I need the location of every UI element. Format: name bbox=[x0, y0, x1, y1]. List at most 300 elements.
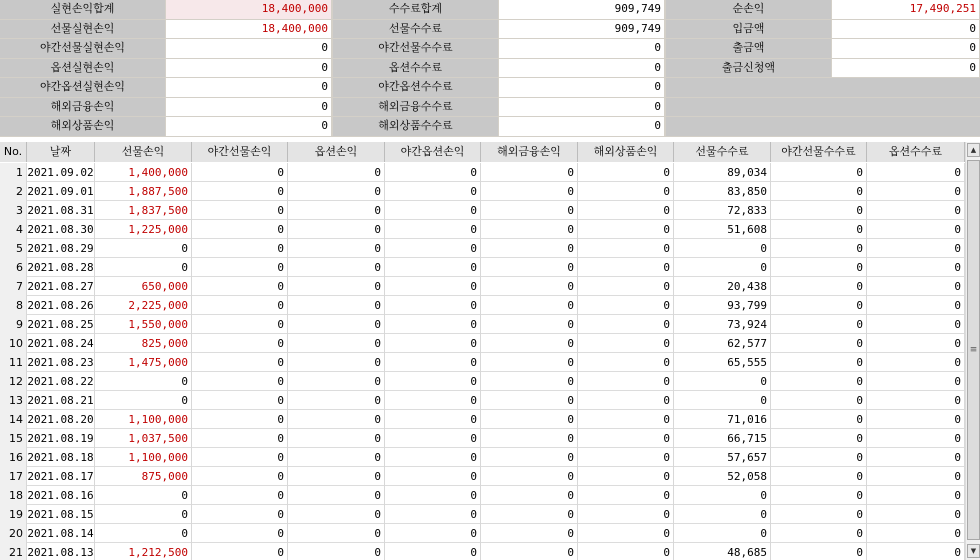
amount-cell: 0 bbox=[288, 258, 385, 277]
amount-cell: 0 bbox=[578, 163, 674, 182]
row-number-cell: 16 bbox=[0, 448, 27, 467]
table-row[interactable] bbox=[0, 429, 965, 448]
table-row[interactable] bbox=[0, 524, 965, 543]
row-number-cell: 1 bbox=[0, 163, 27, 182]
date-cell: 2021.08.22 bbox=[27, 372, 95, 391]
amount-cell: 0 bbox=[674, 505, 771, 524]
amount-cell: 0 bbox=[578, 277, 674, 296]
row-number-cell: 13 bbox=[0, 391, 27, 410]
amount-cell: 0 bbox=[192, 391, 288, 410]
amount-cell: 0 bbox=[385, 410, 481, 429]
amount-cell: 0 bbox=[192, 182, 288, 201]
table-row[interactable] bbox=[0, 391, 965, 410]
amount-cell: 0 bbox=[288, 410, 385, 429]
amount-cell: 51,608 bbox=[674, 220, 771, 239]
column-header[interactable]: 야간선물손익 bbox=[192, 142, 288, 162]
table-row[interactable] bbox=[0, 277, 965, 296]
amount-cell: 0 bbox=[578, 467, 674, 486]
table-row[interactable] bbox=[0, 372, 965, 391]
amount-cell: 0 bbox=[95, 391, 192, 410]
amount-cell: 0 bbox=[288, 448, 385, 467]
amount-cell: 1,100,000 bbox=[95, 448, 192, 467]
amount-cell: 0 bbox=[578, 334, 674, 353]
amount-cell: 0 bbox=[481, 315, 578, 334]
amount-cell: 0 bbox=[192, 505, 288, 524]
amount-cell: 0 bbox=[192, 315, 288, 334]
summary-label: 선물실현손익 bbox=[0, 20, 165, 39]
scroll-thumb[interactable] bbox=[967, 160, 980, 540]
amount-cell: 0 bbox=[192, 220, 288, 239]
summary-row bbox=[0, 98, 980, 118]
amount-cell: 0 bbox=[481, 391, 578, 410]
amount-cell: 0 bbox=[288, 486, 385, 505]
summary-empty-cell bbox=[666, 117, 980, 136]
scroll-up-button[interactable] bbox=[967, 143, 980, 157]
amount-cell: 0 bbox=[288, 543, 385, 560]
column-header[interactable]: 날짜 bbox=[27, 142, 95, 162]
amount-cell: 0 bbox=[385, 391, 481, 410]
table-row[interactable] bbox=[0, 182, 965, 201]
amount-cell: 0 bbox=[481, 277, 578, 296]
grid-header-row bbox=[0, 142, 965, 162]
amount-cell: 0 bbox=[481, 163, 578, 182]
date-cell: 2021.08.31 bbox=[27, 201, 95, 220]
amount-cell: 0 bbox=[192, 163, 288, 182]
amount-cell: 1,400,000 bbox=[95, 163, 192, 182]
amount-cell: 0 bbox=[192, 410, 288, 429]
summary-value: 0 bbox=[166, 117, 331, 136]
row-number-cell: 12 bbox=[0, 372, 27, 391]
amount-cell: 0 bbox=[288, 524, 385, 543]
date-cell: 2021.08.23 bbox=[27, 353, 95, 372]
amount-cell: 0 bbox=[481, 410, 578, 429]
amount-cell: 0 bbox=[867, 486, 965, 505]
amount-cell: 52,058 bbox=[674, 467, 771, 486]
row-number-cell: 10 bbox=[0, 334, 27, 353]
amount-cell: 0 bbox=[771, 448, 867, 467]
date-cell: 2021.08.16 bbox=[27, 486, 95, 505]
scroll-down-button[interactable] bbox=[967, 544, 980, 558]
amount-cell: 0 bbox=[674, 391, 771, 410]
summary-label: 출금신청액 bbox=[666, 59, 831, 78]
amount-cell: 57,657 bbox=[674, 448, 771, 467]
table-row[interactable] bbox=[0, 467, 965, 486]
summary-row bbox=[0, 78, 980, 98]
summary-label: 야간선물수수료 bbox=[333, 39, 498, 58]
amount-cell: 0 bbox=[867, 410, 965, 429]
summary-label: 옵션수수료 bbox=[333, 59, 498, 78]
summary-row bbox=[0, 59, 980, 79]
amount-cell: 0 bbox=[867, 353, 965, 372]
amount-cell: 0 bbox=[867, 391, 965, 410]
amount-cell: 0 bbox=[385, 182, 481, 201]
row-number-cell: 4 bbox=[0, 220, 27, 239]
date-cell: 2021.08.17 bbox=[27, 467, 95, 486]
amount-cell: 0 bbox=[771, 296, 867, 315]
column-header[interactable]: No. bbox=[0, 142, 27, 162]
triangle-down-icon: ▼ bbox=[970, 547, 977, 555]
row-number-cell: 9 bbox=[0, 315, 27, 334]
summary-empty-cell bbox=[666, 78, 980, 97]
vertical-scrollbar[interactable] bbox=[965, 142, 980, 560]
amount-cell: 0 bbox=[771, 505, 867, 524]
amount-cell: 0 bbox=[578, 524, 674, 543]
amount-cell: 0 bbox=[674, 239, 771, 258]
table-row[interactable] bbox=[0, 220, 965, 239]
table-row[interactable] bbox=[0, 163, 965, 182]
row-number-cell: 8 bbox=[0, 296, 27, 315]
row-number-cell: 18 bbox=[0, 486, 27, 505]
amount-cell: 0 bbox=[385, 277, 481, 296]
amount-cell: 0 bbox=[674, 524, 771, 543]
summary-row bbox=[0, 117, 980, 137]
amount-cell: 0 bbox=[385, 315, 481, 334]
table-row[interactable] bbox=[0, 353, 965, 372]
amount-cell: 0 bbox=[385, 486, 481, 505]
summary-label: 해외상품수수료 bbox=[333, 117, 498, 136]
amount-cell: 0 bbox=[192, 277, 288, 296]
amount-cell: 0 bbox=[674, 258, 771, 277]
amount-cell: 0 bbox=[385, 163, 481, 182]
row-number-cell: 20 bbox=[0, 524, 27, 543]
amount-cell: 0 bbox=[578, 391, 674, 410]
amount-cell: 0 bbox=[385, 543, 481, 560]
date-cell: 2021.08.27 bbox=[27, 277, 95, 296]
amount-cell: 0 bbox=[192, 429, 288, 448]
date-cell: 2021.09.02 bbox=[27, 163, 95, 182]
grip-lines-icon: ≡ bbox=[969, 345, 978, 355]
amount-cell: 93,799 bbox=[674, 296, 771, 315]
table-row[interactable] bbox=[0, 239, 965, 258]
amount-cell: 83,850 bbox=[674, 182, 771, 201]
amount-cell: 0 bbox=[385, 524, 481, 543]
row-number-cell: 19 bbox=[0, 505, 27, 524]
column-header[interactable]: 해외금융손익 bbox=[481, 142, 578, 162]
table-row[interactable] bbox=[0, 448, 965, 467]
amount-cell: 0 bbox=[674, 372, 771, 391]
summary-label: 실현손익합계 bbox=[0, 0, 165, 19]
summary-value: 909,749 bbox=[499, 20, 664, 39]
row-number-cell: 2 bbox=[0, 182, 27, 201]
amount-cell: 0 bbox=[481, 334, 578, 353]
summary-value: 0 bbox=[166, 39, 331, 58]
amount-cell: 0 bbox=[481, 258, 578, 277]
row-number-cell: 3 bbox=[0, 201, 27, 220]
amount-cell: 0 bbox=[867, 524, 965, 543]
amount-cell: 0 bbox=[385, 334, 481, 353]
column-header[interactable]: 옵션수수료 bbox=[867, 142, 965, 162]
date-cell: 2021.08.13 bbox=[27, 543, 95, 560]
amount-cell: 2,225,000 bbox=[95, 296, 192, 315]
amount-cell: 0 bbox=[867, 543, 965, 560]
amount-cell: 0 bbox=[771, 410, 867, 429]
date-cell: 2021.08.30 bbox=[27, 220, 95, 239]
summary-label: 출금액 bbox=[666, 39, 831, 58]
amount-cell: 0 bbox=[867, 429, 965, 448]
amount-cell: 875,000 bbox=[95, 467, 192, 486]
amount-cell: 0 bbox=[867, 220, 965, 239]
amount-cell: 0 bbox=[288, 296, 385, 315]
date-cell: 2021.08.19 bbox=[27, 429, 95, 448]
amount-cell: 0 bbox=[192, 353, 288, 372]
amount-cell: 0 bbox=[385, 258, 481, 277]
amount-cell: 0 bbox=[385, 220, 481, 239]
daily-pnl-grid bbox=[0, 142, 965, 560]
amount-cell: 71,016 bbox=[674, 410, 771, 429]
date-cell: 2021.08.25 bbox=[27, 315, 95, 334]
row-number-cell: 5 bbox=[0, 239, 27, 258]
amount-cell: 1,100,000 bbox=[95, 410, 192, 429]
amount-cell: 0 bbox=[288, 239, 385, 258]
amount-cell: 0 bbox=[578, 239, 674, 258]
amount-cell: 0 bbox=[481, 220, 578, 239]
amount-cell: 0 bbox=[771, 524, 867, 543]
summary-value: 0 bbox=[499, 78, 664, 97]
amount-cell: 0 bbox=[674, 486, 771, 505]
amount-cell: 0 bbox=[771, 372, 867, 391]
amount-cell: 62,577 bbox=[674, 334, 771, 353]
amount-cell: 0 bbox=[578, 315, 674, 334]
amount-cell: 0 bbox=[192, 543, 288, 560]
amount-cell: 0 bbox=[288, 182, 385, 201]
date-cell: 2021.08.18 bbox=[27, 448, 95, 467]
column-header[interactable]: 야간옵션손익 bbox=[385, 142, 481, 162]
amount-cell: 0 bbox=[288, 220, 385, 239]
amount-cell: 0 bbox=[771, 220, 867, 239]
amount-cell: 0 bbox=[385, 467, 481, 486]
amount-cell: 0 bbox=[385, 353, 481, 372]
summary-label: 해외상품손익 bbox=[0, 117, 165, 136]
amount-cell: 0 bbox=[481, 524, 578, 543]
date-cell: 2021.08.28 bbox=[27, 258, 95, 277]
amount-cell: 0 bbox=[867, 372, 965, 391]
summary-value: 0 bbox=[499, 98, 664, 117]
amount-cell: 0 bbox=[867, 334, 965, 353]
amount-cell: 0 bbox=[192, 296, 288, 315]
amount-cell: 0 bbox=[481, 467, 578, 486]
summary-label: 야간옵션수수료 bbox=[333, 78, 498, 97]
summary-label: 해외금융손익 bbox=[0, 98, 165, 117]
amount-cell: 0 bbox=[867, 258, 965, 277]
amount-cell: 0 bbox=[192, 524, 288, 543]
amount-cell: 0 bbox=[867, 467, 965, 486]
amount-cell: 0 bbox=[288, 334, 385, 353]
amount-cell: 0 bbox=[288, 315, 385, 334]
amount-cell: 0 bbox=[288, 277, 385, 296]
amount-cell: 0 bbox=[481, 353, 578, 372]
amount-cell: 0 bbox=[578, 486, 674, 505]
amount-cell: 0 bbox=[578, 220, 674, 239]
row-number-cell: 17 bbox=[0, 467, 27, 486]
amount-cell: 0 bbox=[771, 182, 867, 201]
table-row[interactable] bbox=[0, 505, 965, 524]
amount-cell: 0 bbox=[192, 448, 288, 467]
amount-cell: 0 bbox=[95, 372, 192, 391]
amount-cell: 0 bbox=[867, 448, 965, 467]
summary-value: 0 bbox=[832, 59, 979, 78]
amount-cell: 0 bbox=[481, 182, 578, 201]
amount-cell: 0 bbox=[578, 505, 674, 524]
amount-cell: 0 bbox=[192, 372, 288, 391]
row-number-cell: 7 bbox=[0, 277, 27, 296]
amount-cell: 650,000 bbox=[95, 277, 192, 296]
summary-value: 909,749 bbox=[499, 0, 664, 19]
column-header[interactable]: 선물수수료 bbox=[674, 142, 771, 162]
amount-cell: 0 bbox=[867, 315, 965, 334]
table-row[interactable] bbox=[0, 543, 965, 560]
table-row[interactable] bbox=[0, 296, 965, 315]
summary-value: 0 bbox=[166, 59, 331, 78]
amount-cell: 0 bbox=[288, 391, 385, 410]
amount-cell: 89,034 bbox=[674, 163, 771, 182]
amount-cell: 0 bbox=[771, 429, 867, 448]
date-cell: 2021.08.20 bbox=[27, 410, 95, 429]
summary-value: 0 bbox=[166, 98, 331, 117]
amount-cell: 0 bbox=[481, 239, 578, 258]
amount-cell: 1,837,500 bbox=[95, 201, 192, 220]
amount-cell: 0 bbox=[771, 353, 867, 372]
date-cell: 2021.08.24 bbox=[27, 334, 95, 353]
amount-cell: 0 bbox=[771, 315, 867, 334]
amount-cell: 0 bbox=[578, 543, 674, 560]
summary-label: 해외금융수수료 bbox=[333, 98, 498, 117]
amount-cell: 0 bbox=[867, 239, 965, 258]
amount-cell: 0 bbox=[95, 486, 192, 505]
amount-cell: 0 bbox=[288, 163, 385, 182]
amount-cell: 0 bbox=[95, 505, 192, 524]
amount-cell: 0 bbox=[288, 353, 385, 372]
summary-value: 17,490,251 bbox=[832, 0, 979, 19]
summary-row bbox=[0, 0, 980, 20]
table-row[interactable] bbox=[0, 410, 965, 429]
summary-value: 0 bbox=[832, 39, 979, 58]
amount-cell: 0 bbox=[288, 505, 385, 524]
amount-cell: 0 bbox=[867, 277, 965, 296]
summary-value: 0 bbox=[832, 20, 979, 39]
amount-cell: 66,715 bbox=[674, 429, 771, 448]
amount-cell: 0 bbox=[192, 201, 288, 220]
summary-label: 야간옵션실현손익 bbox=[0, 78, 165, 97]
column-header[interactable]: 선물손익 bbox=[95, 142, 192, 162]
summary-label: 선물수수료 bbox=[333, 20, 498, 39]
column-header[interactable]: 야간선물수수료 bbox=[771, 142, 867, 162]
amount-cell: 73,924 bbox=[674, 315, 771, 334]
amount-cell: 1,037,500 bbox=[95, 429, 192, 448]
amount-cell: 0 bbox=[481, 448, 578, 467]
summary-value: 0 bbox=[499, 39, 664, 58]
amount-cell: 0 bbox=[771, 258, 867, 277]
amount-cell: 0 bbox=[771, 467, 867, 486]
summary-label: 야간선물실현손익 bbox=[0, 39, 165, 58]
date-cell: 2021.08.21 bbox=[27, 391, 95, 410]
amount-cell: 0 bbox=[192, 486, 288, 505]
amount-cell: 0 bbox=[867, 163, 965, 182]
amount-cell: 0 bbox=[771, 391, 867, 410]
amount-cell: 0 bbox=[867, 182, 965, 201]
amount-cell: 0 bbox=[288, 372, 385, 391]
amount-cell: 825,000 bbox=[95, 334, 192, 353]
date-cell: 2021.08.26 bbox=[27, 296, 95, 315]
column-header[interactable]: 해외상품손익 bbox=[578, 142, 674, 162]
amount-cell: 0 bbox=[771, 201, 867, 220]
triangle-up-icon: ▲ bbox=[970, 146, 977, 154]
amount-cell: 0 bbox=[95, 239, 192, 258]
amount-cell: 20,438 bbox=[674, 277, 771, 296]
amount-cell: 0 bbox=[867, 505, 965, 524]
amount-cell: 0 bbox=[192, 239, 288, 258]
amount-cell: 0 bbox=[192, 467, 288, 486]
amount-cell: 0 bbox=[578, 410, 674, 429]
amount-cell: 0 bbox=[578, 182, 674, 201]
amount-cell: 0 bbox=[385, 429, 481, 448]
date-cell: 2021.08.15 bbox=[27, 505, 95, 524]
table-row[interactable] bbox=[0, 258, 965, 277]
amount-cell: 48,685 bbox=[674, 543, 771, 560]
amount-cell: 0 bbox=[771, 334, 867, 353]
summary-panel bbox=[0, 0, 980, 137]
summary-label: 수수료합계 bbox=[333, 0, 498, 19]
amount-cell: 0 bbox=[578, 372, 674, 391]
summary-value: 18,400,000 bbox=[166, 0, 331, 19]
amount-cell: 0 bbox=[578, 448, 674, 467]
amount-cell: 0 bbox=[481, 543, 578, 560]
summary-value: 0 bbox=[499, 117, 664, 136]
summary-value: 18,400,000 bbox=[166, 20, 331, 39]
amount-cell: 1,550,000 bbox=[95, 315, 192, 334]
summary-row bbox=[0, 20, 980, 40]
amount-cell: 0 bbox=[95, 258, 192, 277]
summary-label: 옵션실현손익 bbox=[0, 59, 165, 78]
row-number-cell: 11 bbox=[0, 353, 27, 372]
amount-cell: 0 bbox=[771, 277, 867, 296]
amount-cell: 0 bbox=[385, 505, 481, 524]
table-row[interactable] bbox=[0, 201, 965, 220]
amount-cell: 0 bbox=[578, 353, 674, 372]
amount-cell: 0 bbox=[95, 524, 192, 543]
summary-empty-cell bbox=[666, 98, 980, 117]
summary-value: 0 bbox=[499, 59, 664, 78]
amount-cell: 0 bbox=[771, 239, 867, 258]
amount-cell: 0 bbox=[288, 429, 385, 448]
amount-cell: 0 bbox=[481, 429, 578, 448]
date-cell: 2021.08.29 bbox=[27, 239, 95, 258]
amount-cell: 0 bbox=[771, 543, 867, 560]
table-row[interactable] bbox=[0, 334, 965, 353]
amount-cell: 0 bbox=[385, 372, 481, 391]
table-row[interactable] bbox=[0, 486, 965, 505]
date-cell: 2021.09.01 bbox=[27, 182, 95, 201]
amount-cell: 1,887,500 bbox=[95, 182, 192, 201]
amount-cell: 0 bbox=[385, 448, 481, 467]
amount-cell: 0 bbox=[192, 334, 288, 353]
table-row[interactable] bbox=[0, 315, 965, 334]
date-cell: 2021.08.14 bbox=[27, 524, 95, 543]
amount-cell: 0 bbox=[481, 486, 578, 505]
summary-label: 순손익 bbox=[666, 0, 831, 19]
summary-label: 입금액 bbox=[666, 20, 831, 39]
column-header[interactable]: 옵션손익 bbox=[288, 142, 385, 162]
amount-cell: 0 bbox=[192, 258, 288, 277]
amount-cell: 72,833 bbox=[674, 201, 771, 220]
amount-cell: 1,212,500 bbox=[95, 543, 192, 560]
row-number-cell: 6 bbox=[0, 258, 27, 277]
amount-cell: 0 bbox=[481, 505, 578, 524]
amount-cell: 0 bbox=[867, 296, 965, 315]
amount-cell: 0 bbox=[385, 201, 481, 220]
amount-cell: 0 bbox=[481, 201, 578, 220]
summary-row bbox=[0, 39, 980, 59]
amount-cell: 65,555 bbox=[674, 353, 771, 372]
